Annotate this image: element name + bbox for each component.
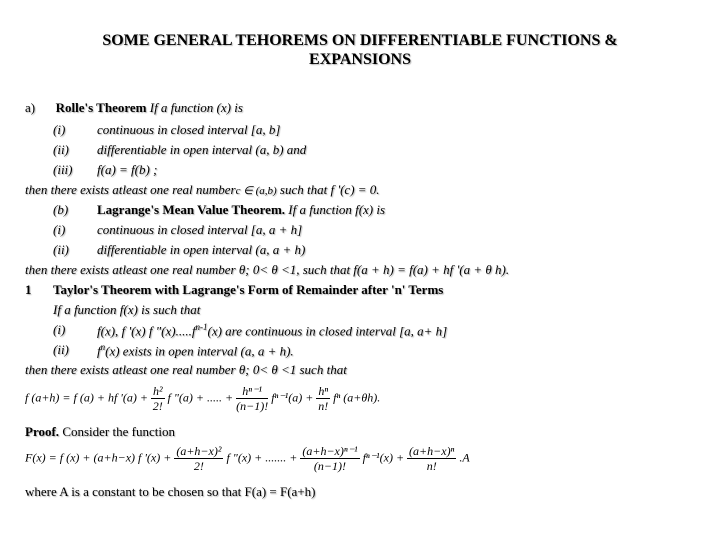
lagrange-conclusion: then there exists atleast one real number θ; 0< θ <1, such that f(a + h) = f(a) + hf '(a + θ h). xyxy=(25,262,510,277)
taylor-item-1-sup: n-1 xyxy=(195,322,208,332)
formula2-frac2 xyxy=(300,444,359,473)
taylor-conclusion: then there exists atleast one real number θ; 0< θ <1 such that xyxy=(25,362,347,377)
taylor-item-2-text-a: f xyxy=(97,343,101,359)
rolle-marker: a) xyxy=(25,100,36,115)
rolle-intro: If a function (x) is xyxy=(146,100,243,115)
taylor-item-2-text-b: (x) exists in open interval (a, a + h). xyxy=(105,343,294,359)
proof-text: Consider the function xyxy=(59,424,175,439)
taylor-formula xyxy=(25,384,380,413)
taylor-marker: 1 xyxy=(25,282,32,297)
taylor-intro: If a function f(x) is such that xyxy=(53,302,201,317)
taylor-item-1-text-a: f(x), f '(x) f "(x).....f xyxy=(97,323,196,339)
page-title-line1: SOME GENERAL TEHOREMS ON DIFFERENTIABLE FUNCTIONS & xyxy=(102,32,618,49)
lagrange-item-2-text: differentiable in open interval (a, a + h) xyxy=(97,242,306,257)
footer-note: where A is a constant to be chosen so that F(a) = F(a+h) xyxy=(25,484,316,499)
formula2-mid2: fⁿ⁻¹(x) + xyxy=(362,450,405,465)
lagrange-intro: If a function f(x) is xyxy=(285,202,386,217)
formula1-frac1-num: h² xyxy=(152,384,163,398)
formula1-tail: fⁿ (a+θh). xyxy=(333,390,381,405)
page-title-line2: EXPANSIONS xyxy=(309,51,411,68)
rolle-item-2-text: differentiable in open interval (a, b) and xyxy=(97,142,307,157)
rolle-item-3-text: f(a) = f(b) ; xyxy=(97,162,158,177)
lagrange-item-1-text: continuous in closed interval [a, a + h] xyxy=(97,222,303,237)
formula2-frac2-num: (a+h−x)ⁿ⁻¹ xyxy=(302,444,358,458)
proof-label: Proof. xyxy=(25,424,60,439)
formula2-frac3-num: (a+h−x)ⁿ xyxy=(409,444,455,458)
taylor-item-1-text-b: (x) are continuous in closed interval [a, a+ h] xyxy=(207,323,448,339)
rolle-item-1-num: (i) xyxy=(53,122,66,137)
lagrange-marker: (b) xyxy=(53,202,69,217)
formula1-frac2 xyxy=(236,384,268,413)
taylor-item-1-text xyxy=(97,322,447,339)
formula1-frac3-den: n! xyxy=(318,399,329,413)
taylor-item-2-num: (ii) xyxy=(53,342,69,357)
taylor-heading: Taylor's Theorem with Lagrange's Form of Remainder after 'n' Terms xyxy=(53,282,444,297)
lagrange-item-1-num: (i) xyxy=(53,222,66,237)
formula2-frac1-den: 2! xyxy=(193,459,204,473)
lagrange-item-2-num: (ii) xyxy=(53,242,69,257)
rolle-item-1-text: continuous in closed interval [a, b] xyxy=(97,122,281,137)
proof-formula xyxy=(25,444,470,473)
formula2-lhs: F(x) = f (x) + (a+h−x) f '(x) + xyxy=(25,450,172,465)
formula1-frac1 xyxy=(151,384,165,413)
formula1-frac3 xyxy=(316,384,330,413)
formula1-frac3-num: hⁿ xyxy=(318,384,329,398)
rolle-section xyxy=(25,100,243,116)
formula2-frac3-den: n! xyxy=(426,459,437,473)
formula2-frac3 xyxy=(407,444,456,473)
rolle-conclusion xyxy=(25,182,380,198)
rolle-conclusion-pre: then there exists atleast one real number xyxy=(25,182,236,197)
taylor-item-2-sup: n xyxy=(100,342,106,352)
formula2-frac1 xyxy=(174,444,223,473)
lagrange-heading-line xyxy=(97,202,385,218)
rolle-item-2-num: (ii) xyxy=(53,142,69,157)
formula1-mid2: fⁿ⁻¹(a) + xyxy=(271,390,314,405)
formula2-tail: .A xyxy=(459,450,470,465)
taylor-item-1-num: (i) xyxy=(53,322,66,337)
proof-line xyxy=(25,424,175,440)
formula1-frac2-den: (n−1)! xyxy=(236,399,269,413)
formula1-frac2-num: hⁿ⁻¹ xyxy=(236,384,268,399)
formula2-mid: f "(x) + ....... + xyxy=(226,450,298,465)
rolle-conclusion-math: c ∈ (a,b) xyxy=(235,185,277,197)
formula1-mid: f "(a) + ..... + xyxy=(167,390,234,405)
lagrange-heading: Lagrange's Mean Value Theorem. xyxy=(97,202,286,217)
formula2-frac2-den: (n−1)! xyxy=(313,459,346,473)
formula1-frac1-den: 2! xyxy=(152,399,163,413)
formula1-lhs: f (a+h) = f (a) + hf '(a) + xyxy=(25,390,148,405)
rolle-heading: Rolle's Theorem xyxy=(55,100,147,115)
formula2-frac1-num: (a+h−x)² xyxy=(176,444,222,458)
rolle-item-3-num: (iii) xyxy=(53,162,73,177)
taylor-item-2-text xyxy=(97,342,294,359)
rolle-conclusion-post: such that f '(c) = 0. xyxy=(276,182,380,197)
